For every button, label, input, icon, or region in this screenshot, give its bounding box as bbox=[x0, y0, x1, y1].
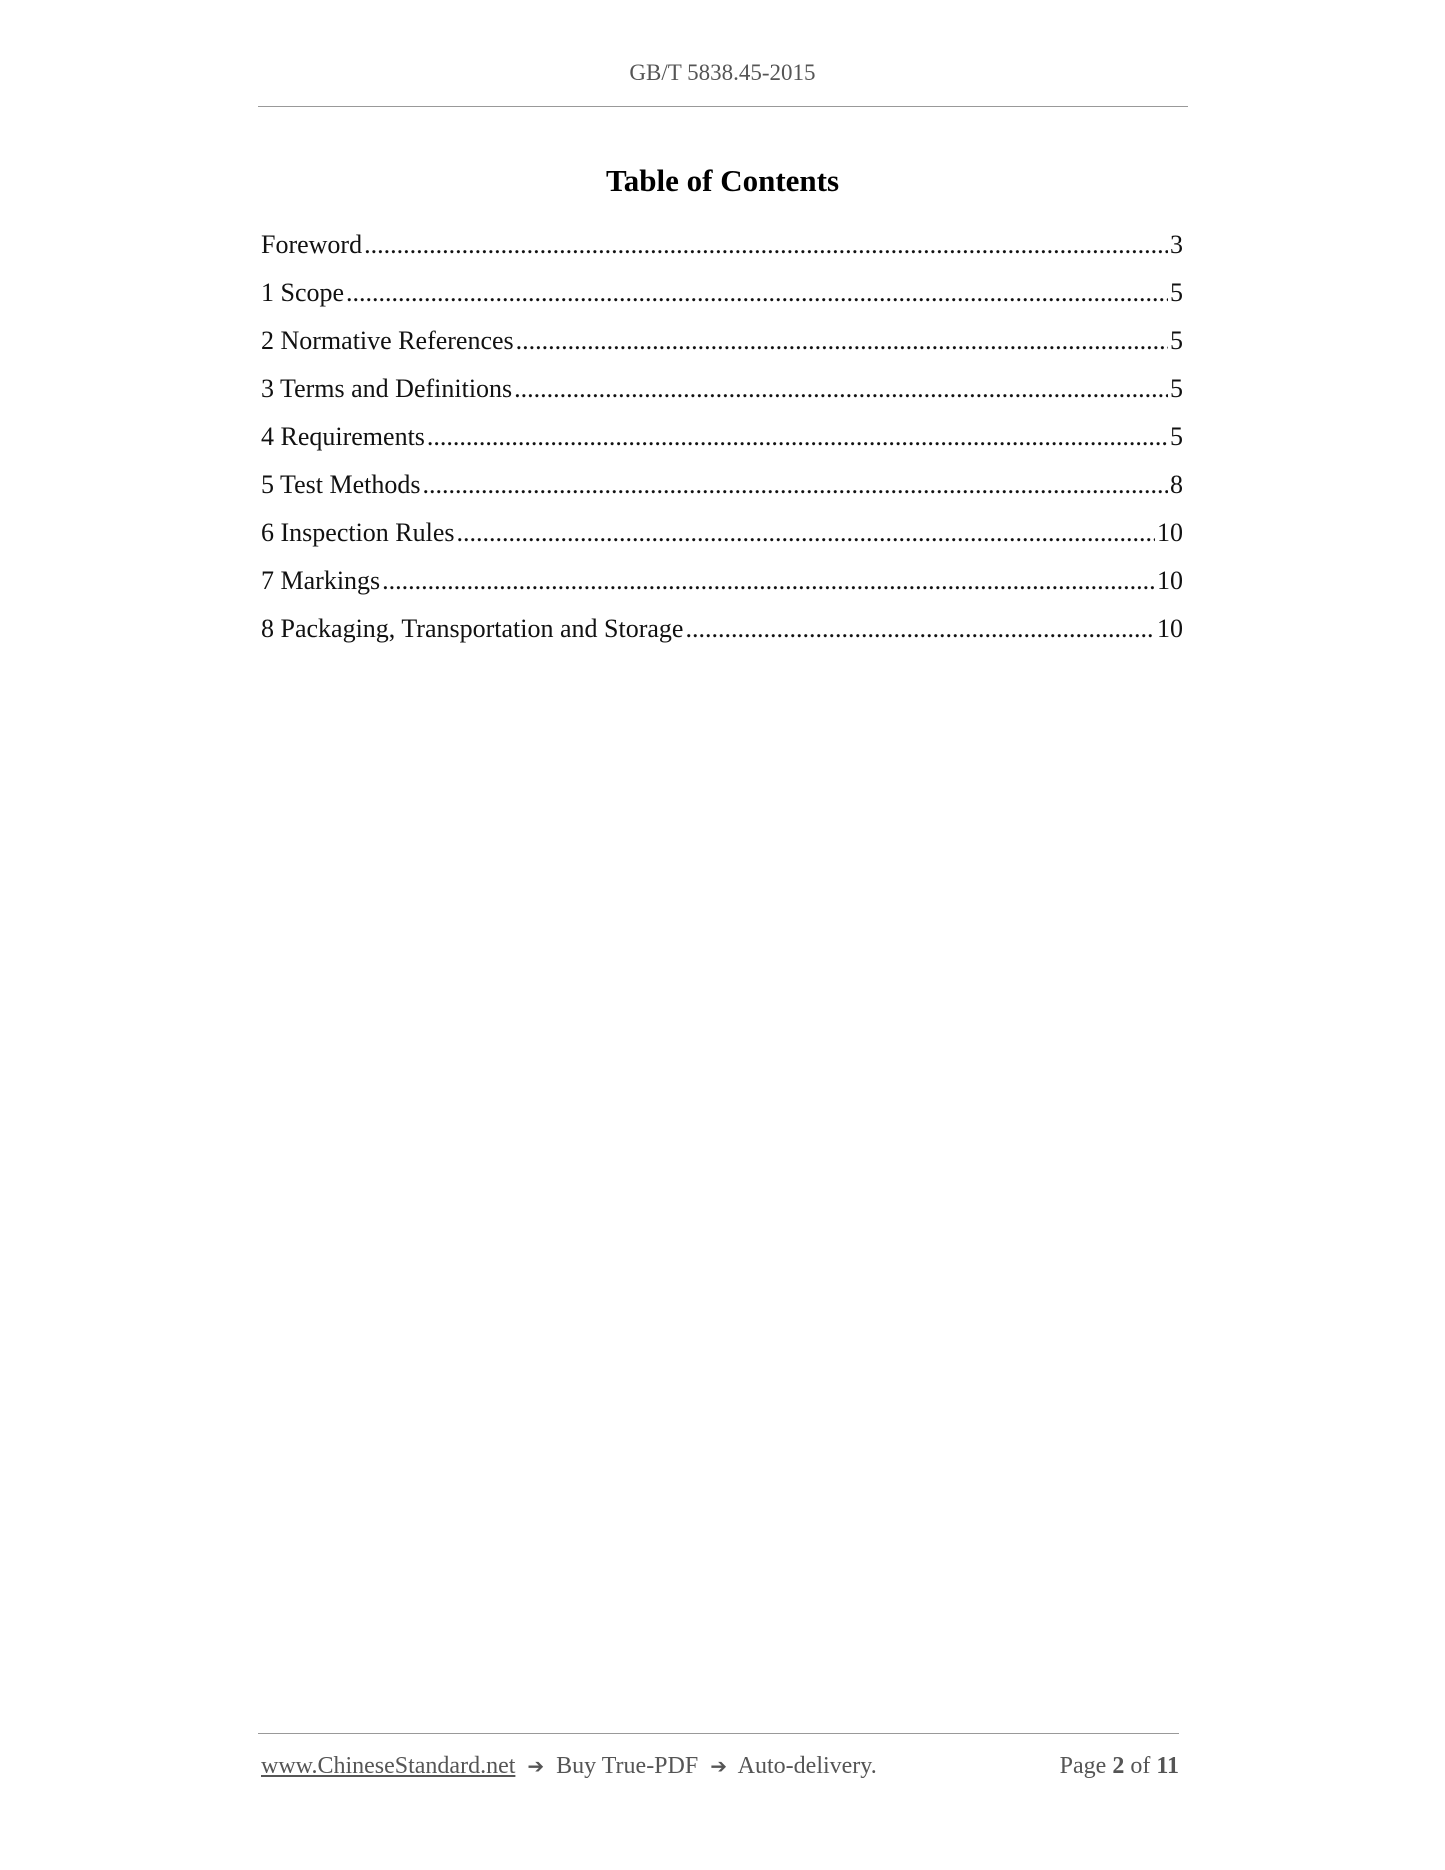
toc-entry-normative-references[interactable] bbox=[261, 326, 1183, 374]
toc-entry-scope[interactable] bbox=[261, 278, 1183, 326]
page-word: Page bbox=[1059, 1753, 1107, 1779]
toc-entry-markings[interactable] bbox=[261, 566, 1183, 614]
arrow-right-icon: ➔ bbox=[527, 1754, 545, 1778]
toc-entry-terms-and-definitions[interactable] bbox=[261, 374, 1183, 422]
toc-entry-page: 5 bbox=[1170, 422, 1183, 451]
toc-dot-leader bbox=[382, 566, 1155, 596]
toc-list bbox=[261, 230, 1183, 662]
toc-entry-label: 2 Normative References bbox=[261, 326, 514, 355]
toc-entry-label: 5 Test Methods bbox=[261, 470, 421, 499]
header-divider bbox=[258, 106, 1188, 107]
toc-entry-label: 8 Packaging, Transportation and Storage bbox=[261, 614, 684, 643]
toc-entry-label: Foreword bbox=[261, 230, 363, 259]
toc-dot-leader bbox=[685, 614, 1155, 644]
toc-title: Table of Contents bbox=[605, 163, 840, 198]
toc-entry-packaging-transportation-storage[interactable] bbox=[261, 614, 1183, 662]
toc-entry-page: 5 bbox=[1170, 326, 1183, 355]
page-footer bbox=[261, 1753, 1179, 1785]
toc-dot-leader bbox=[422, 470, 1168, 500]
toc-entry-label: 1 Scope bbox=[261, 278, 345, 307]
of-word: of bbox=[1130, 1753, 1151, 1779]
toc-dot-leader bbox=[346, 278, 1168, 308]
toc-entry-page: 5 bbox=[1170, 374, 1183, 403]
toc-entry-inspection-rules[interactable] bbox=[261, 518, 1183, 566]
arrow-right-icon: ➔ bbox=[710, 1754, 727, 1778]
footer-promo bbox=[261, 1753, 877, 1780]
total-pages-number: 11 bbox=[1156, 1753, 1179, 1779]
footer-divider bbox=[258, 1733, 1179, 1734]
current-page-number: 2 bbox=[1112, 1753, 1125, 1779]
toc-entry-page: 10 bbox=[1157, 566, 1183, 595]
toc-entry-test-methods[interactable] bbox=[261, 470, 1183, 518]
footer-step-delivery: Auto-delivery. bbox=[737, 1753, 877, 1779]
toc-dot-leader bbox=[427, 422, 1168, 452]
toc-entry-page: 10 bbox=[1157, 518, 1183, 547]
toc-entry-page: 8 bbox=[1170, 470, 1183, 499]
page-header-standard-code: GB/T 5838.45-2015 bbox=[629, 60, 816, 85]
toc-dot-leader bbox=[516, 326, 1168, 356]
toc-entry-foreword[interactable] bbox=[261, 230, 1183, 278]
toc-entry-page: 3 bbox=[1170, 230, 1183, 259]
toc-entry-page: 10 bbox=[1157, 614, 1183, 643]
toc-dot-leader bbox=[364, 230, 1168, 260]
toc-entry-page: 5 bbox=[1170, 278, 1183, 307]
toc-dot-leader bbox=[457, 518, 1155, 548]
toc-entry-label: 6 Inspection Rules bbox=[261, 518, 455, 547]
page-number bbox=[1060, 1753, 1179, 1780]
footer-step-buy: Buy True-PDF bbox=[556, 1753, 699, 1779]
toc-entry-label: 7 Markings bbox=[261, 566, 381, 595]
toc-entry-label: 3 Terms and Definitions bbox=[261, 374, 513, 403]
toc-entry-requirements[interactable] bbox=[261, 422, 1183, 470]
site-link[interactable]: www.ChineseStandard.net bbox=[261, 1753, 516, 1779]
toc-entry-label: 4 Requirements bbox=[261, 422, 425, 451]
toc-dot-leader bbox=[514, 374, 1168, 404]
